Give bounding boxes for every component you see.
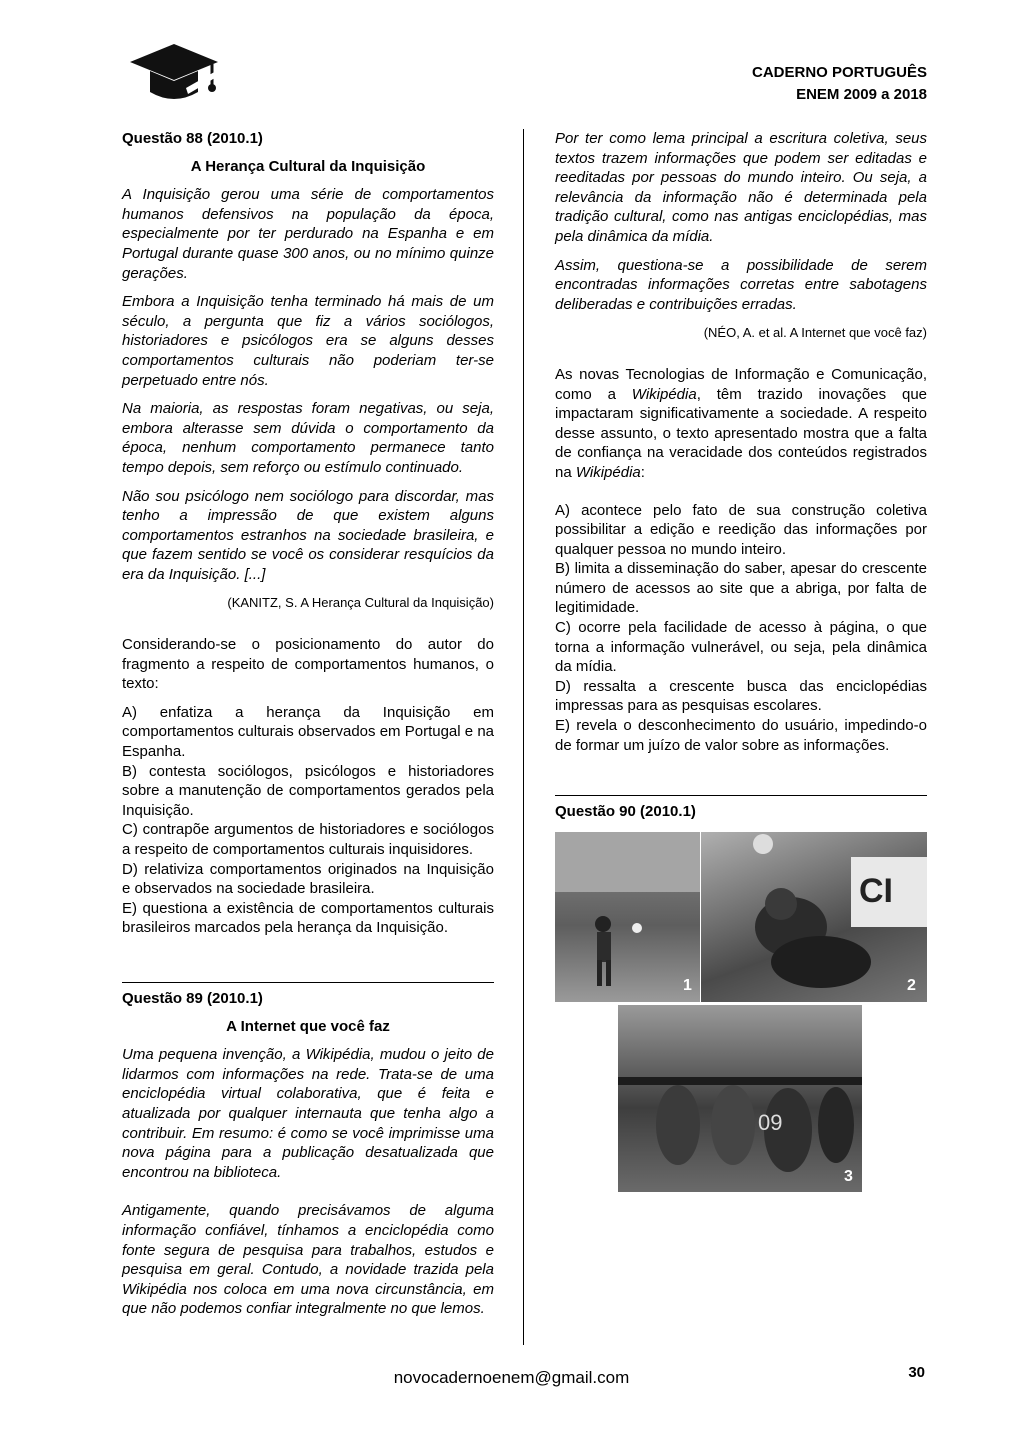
q89-option-e: E) revela o desconhecimento do usuário, impedindo-o de formar um juízo de valor sobre as informações. [555, 717, 927, 754]
section-rule [555, 795, 927, 796]
q89-prompt-pre: As novas Tecnologias de Informação e Comunicação, como a [555, 365, 927, 403]
footer-email: novocadernoenem@gmail.com [393, 1368, 630, 1387]
question-90-title: Questão 90 (2010.1) [555, 803, 696, 821]
q89-option-c: C) ocorre pela facilidade de acesso à página, o que torna a informação vulnerável, ou seja, pela dinâmica da mídia. [555, 619, 927, 676]
photo-number: 1 [683, 976, 692, 994]
question-88-text-title: A Herança Cultural da Inquisição [190, 157, 426, 175]
q88-paragraph: Embora a Inquisição tenha terminado há mais de um século, a pergunta que fiz a vários sociólogos, historiadores e psicólogos era se alguns desses comportamentos culturais não poderiam ter-se perpetuado entre nós. [122, 293, 494, 389]
q89-prompt-mid: , têm trazido inovações que impactaram significativamente a sociedade. A respeito desse assunto, o texto apresentado mostra que a falta de confiança na veracidade dos conteúdos registrados na [555, 385, 928, 481]
graduation-cap-icon [126, 40, 222, 106]
q88-paragraph: Não sou psicólogo nem sociólogo para discordar, mas tenho a impressão de que existem alguns comportamentos estranhos na sociedade brasileira, e que fazem sentido se você os considerar resquícios da era da Inquisição. [...] [122, 487, 494, 583]
q88-prompt: Considerando-se o posicionamento do autor do fragmento a respeito de comportamentos humanos, o texto: [122, 636, 494, 693]
q89-option-d: D) ressalta a crescente busca das enciclopédias impressas para as pesquisas escolares. [555, 677, 927, 715]
svg-text:09: 09 [758, 1109, 783, 1135]
header-line1: CADERNO PORTUGUÊS [751, 64, 927, 81]
svg-text:CI: CI [859, 871, 893, 910]
question-88-title: Questão 88 (2010.1) [122, 130, 263, 147]
q88-option-c: C) contrapõe argumentos de historiadores e sociólogos a respeito de comportamentos culturais inquisidores. [122, 821, 494, 858]
volleyball-photo-2 [701, 832, 927, 1002]
q88-paragraph: A Inquisição gerou uma série de comportamentos humanos defensivos na população da época, especialmente por ter perdurado na Espanha e em Portugal durante quase 300 anos, ou no mínimo quinze gerações. [122, 186, 494, 282]
q89-paragraph: Uma pequena invenção, a Wikipédia, mudou o jeito de lidarmos com informações na rede. Trata-se de uma enciclopédia virtual colaborativa, que é feita e atualizada por qualquer internauta que tenha algo a contribuir. Em resumo: é como se você imprimisse uma nova página para a publicação desatualizada que encontrou na biblioteca. [122, 1046, 494, 1181]
q89-paragraph: Por ter como lema principal a escritura coletiva, seus textos trazem informações que podem ser editadas e reeditadas por pessoas do mundo inteiro. Ou seja, a relevância da informação não é determinada pela tradição cultural, como nas antigas enciclopédias, mas pela dinâmica da mídia. [555, 130, 927, 245]
photo-number: 3 [844, 1167, 853, 1185]
q88-option-a: A) enfatiza a herança da Inquisição em comportamentos culturais observados em Portugal e na Espanha. [122, 703, 494, 761]
volleyball-photos [555, 832, 927, 1192]
right-column [555, 129, 927, 1192]
q89-prompt-wiki: Wikipédia [631, 385, 697, 403]
question-89-text-title: A Internet que você faz [226, 1017, 390, 1035]
q89-option-a: A) acontece pelo fato de sua construção coletiva possibilitar a edição e reedição das informações por qualquer pessoa no mundo inteiro. [555, 501, 927, 558]
question-89-title: Questão 89 (2010.1) [122, 989, 263, 1007]
header-line2: ENEM 2009 a 2018 [796, 86, 927, 103]
q89-prompt-wiki2: Wikipédia [575, 463, 641, 481]
photo-number: 2 [907, 976, 916, 994]
q88-option-e: E) questiona a existência de comportamentos culturais brasileiros marcados pela herança da Inquisição. [122, 899, 494, 937]
document-header [752, 62, 927, 106]
q89-paragraph: Antigamente, quando precisávamos de alguma informação confiável, tínhamos a enciclopédia como fonte segura de pesquisa para trabalhos, estudos e pesquisa em geral. Contudo, a novidade trazida pela Wikipédia nos coloca em uma nova circunstância, em que não podemos confiar integralmente no que lemos. [122, 1202, 494, 1318]
volleyball-photo-1 [555, 832, 700, 1002]
q89-prompt [555, 365, 927, 483]
section-rule [122, 982, 494, 983]
q88-source: (KANITZ, S. A Herança Cultural da Inquisição) [227, 595, 494, 611]
q89-prompt-end: : [640, 463, 645, 481]
q88-option-d: D) relativiza comportamentos originados na Inquisição e observados na sociedade brasileira. [122, 860, 494, 898]
q88-paragraph: Na maioria, as respostas foram negativas, ou seja, embora alterasse sem dúvida o comportamento da época, nenhum comportamento permanece tanto tempo depois, sem reforço ou estímulo continuado. [122, 400, 494, 476]
q89-option-b: B) limita a disseminação do saber, apesar do crescente número de acessos ao site que a abriga, por falta de legitimidade. [555, 560, 927, 617]
q89-source: (NÉO, A. et al. A Internet que você faz) [703, 325, 927, 341]
q88-option-b: B) contesta sociólogos, psicólogos e historiadores sobre a manutenção de comportamentos gerados pela Inquisição. [122, 762, 494, 819]
volleyball-photo-3 [618, 1005, 862, 1192]
page-number: 30 [908, 1364, 925, 1381]
q89-paragraph: Assim, questiona-se a possibilidade de serem encontradas informações corretas entre sabotagens deliberadas e contribuições erradas. [555, 256, 927, 313]
left-column [122, 129, 494, 1328]
column-divider [523, 129, 524, 1345]
